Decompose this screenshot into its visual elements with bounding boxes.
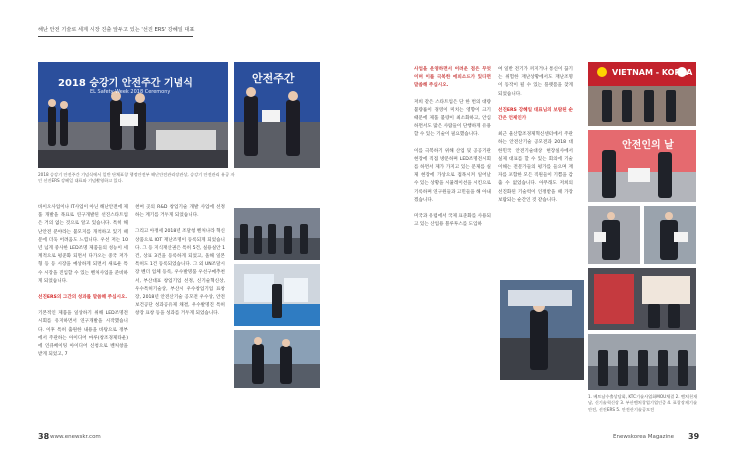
col4-paragraph-2: 최근 울산합조경제혁신센터에서 주관하는 안전산기술 공모전과 2018 대한민국 안전기술대상 현장실사에서 실제 대표를 할 수 있는 회의에 기술이해는 전문가들의 평가를 들으며 재 자를 포함한 모든 직원들이 기쁨을 감출 수 없었습니다. 아무래도 저희의 선진화된 기술력이 인정받을 때 가장 보람되는 순간인 것 같습니다. bbox=[498, 132, 573, 203]
exhibition-graphic-1 bbox=[234, 208, 320, 260]
col3-paragraph-3: 미국과 유럽에서 국제 표준화를 사용되고 있는 산업용 블루투스를 도입하 bbox=[414, 214, 491, 228]
presentation-photo bbox=[500, 280, 584, 380]
presentation-graphic bbox=[500, 280, 584, 380]
col1-paragraph-2: 기본적인 제품을 일상하기 위해 LED조명전시회를 유지하면서 연구개발을 시작했습니다. 이후 특허 출원한 내용을 바탕으로 정부에서 주관하는 아이디어 마루(창조경제타운)에 인큐베이팅 아이디어 신청으로 벤처창을 받게 되었고, 7 bbox=[38, 311, 128, 358]
ceremony-caption: 2018 승강기 안전주간 기념식에서 일반 단체표창 행정안전부 해난안전관리장관상, 승강기 안전관리 유공 자인 선진ERS 강혜일 대표와 기념촬영하고 있다. bbox=[38, 172, 235, 184]
vietnam-korea-photo bbox=[588, 62, 696, 126]
left-footer-url: www.enewskr.com bbox=[50, 434, 101, 440]
column-3 bbox=[414, 66, 491, 237]
col2-paragraph-1: 천여 곳의 R&D 창업기술 개발 사업에 선정하는 계기를 거두게 되었습니다. bbox=[135, 205, 225, 219]
exhibition-photo-2 bbox=[234, 264, 320, 326]
col1-heading: 선진ERS의 그간의 성과를 말씀해 주십시오. bbox=[38, 295, 128, 301]
group-photo bbox=[588, 334, 696, 390]
vietnam-banner-text: VIETNAM - KOREA bbox=[612, 68, 693, 77]
booth-graphic bbox=[588, 268, 696, 330]
col3-heading: 사업을 운영하면서 어려운 점은 무엇이며 이를 극복한 에피소드가 있다면 말씀해 주십시오. bbox=[414, 67, 491, 89]
col1-paragraph-1: 바이오사업이나 IT사업이 아닌 해난안전에 제품 개발을 목표로 연구개발된 선진스타트업은 거의 없는 것으로 알고 있습니다. 특히 해난안전 분야라는 불모지를 개척하고 있기 때문에 더욱 어려움도 느낍니다. 우선 저는 10년 넘게 중사한 LED조명 제품들의 성능이 세계적으로 평준화 되면서 다가오는 중국 저가형 등 등 시장을 예상하게 되면서 새로운 특수 시장을 진입할 수 있는 벤처사업을 준비하게 되었습니다. bbox=[38, 205, 128, 284]
group-graphic bbox=[588, 334, 696, 390]
photo-credits-caption: 1. 베트남수출상담회, KTC기술사업화MOU체결 2. 벤처천재남, 신기술혁신상 3. 부산벤처창업기업인증 4. 표창장제기술안전, 선진ERS 5. 안전산기술공모전 bbox=[588, 394, 698, 412]
exhibition-graphic-2 bbox=[234, 264, 320, 326]
certificate-photo-2 bbox=[644, 206, 696, 264]
col3-paragraph-1: 저희 같은 스타트업은 단 한 번의 대량 불량률이 경영이 미치는 영향이 크기 때문에 제품 불량이 최소화하고, 안심하면서도 많은 사람들이 단행하게 유용할 수 있는 기술이 필요했습니다. bbox=[414, 99, 491, 138]
banner-title: 2018 승강기 안전주간 기념식 bbox=[58, 78, 193, 89]
left-page-number: 38 bbox=[38, 432, 50, 441]
safety-day-banner-text: 안전인의 날 bbox=[622, 140, 674, 151]
column-1 bbox=[38, 204, 128, 367]
award-banner-text: 안전주간 bbox=[252, 72, 295, 85]
col3-paragraph-2: 이를 극복하기 위해 산업 및 공공기관 현장에 직접 방문하며 LED조명전시회를 하면서 제가 가지고 있는 문제를 실제 현장에 가상으로 접목시켜 일어날 수 있는 상황을 시뮬레이션을 시킨으로 기록하며 연구원들과 고민들을 해 아내겠습니다. bbox=[414, 148, 491, 203]
exhibition-photo-3 bbox=[234, 330, 320, 388]
exhibition-photo-1 bbox=[234, 208, 320, 260]
main-ceremony-photo bbox=[38, 62, 228, 168]
header-rule bbox=[38, 36, 193, 37]
award-photo bbox=[234, 62, 320, 168]
award-ceremony-photo bbox=[588, 130, 696, 202]
right-footer-label: Enewskorea Magazine bbox=[613, 434, 674, 440]
certificate-graphic-1 bbox=[588, 206, 640, 264]
col4-heading: 선진ERS 강혜일 대표님의 보람된 순간은 언제인가 bbox=[498, 107, 573, 122]
column-4 bbox=[498, 66, 573, 213]
certificate-photo-1 bbox=[588, 206, 640, 264]
exhibition-graphic-3 bbox=[234, 330, 320, 388]
col2-paragraph-2: 그리고 아정세 2018년 조달청 벤처나라 혁신상품으로 IOT 재난조명이 등록되게 되었습니다. 그 등 지식재산권은 특허 5건, 실용실안 1건, 상표 3건을 등록하게 되었고, 올해 일본 특허도 1건 등록되었습니다. 그 외 UN조달시장 벤더 업체 등록, 우수발명품 우선구매추천서, 부산대표 창업기업 선정, 신기술혁신상, 우수특허기술상, 부산시 우수창업기업 표창장, 2018년 안전산기술 공모전 우수상, 안전보건공단 성과공유제 채결, 우수발명진 특허창장 표창 등을 성과를 거두게 되었습니다. bbox=[135, 229, 225, 317]
right-page-number: 39 bbox=[688, 432, 700, 441]
column-2 bbox=[135, 204, 225, 327]
banner-subtitle: EL Safety Week 2018 Ceremony bbox=[90, 89, 171, 95]
running-title: 해난 안전 기술로 세계 시장 진출 앞두고 있는 '선진 ERS' 강혜일 대표 bbox=[38, 27, 195, 33]
certificate-graphic-2 bbox=[644, 206, 696, 264]
exhibition-booth-photo bbox=[588, 268, 696, 330]
col4-paragraph-1: 여 일반 전기가 꺼지거나 통신이 끊기는 위험한 재난상황에서도 재난조명이 동작이 될 수 있는 플랫폼을 찾게 되었습니다. bbox=[498, 67, 573, 97]
